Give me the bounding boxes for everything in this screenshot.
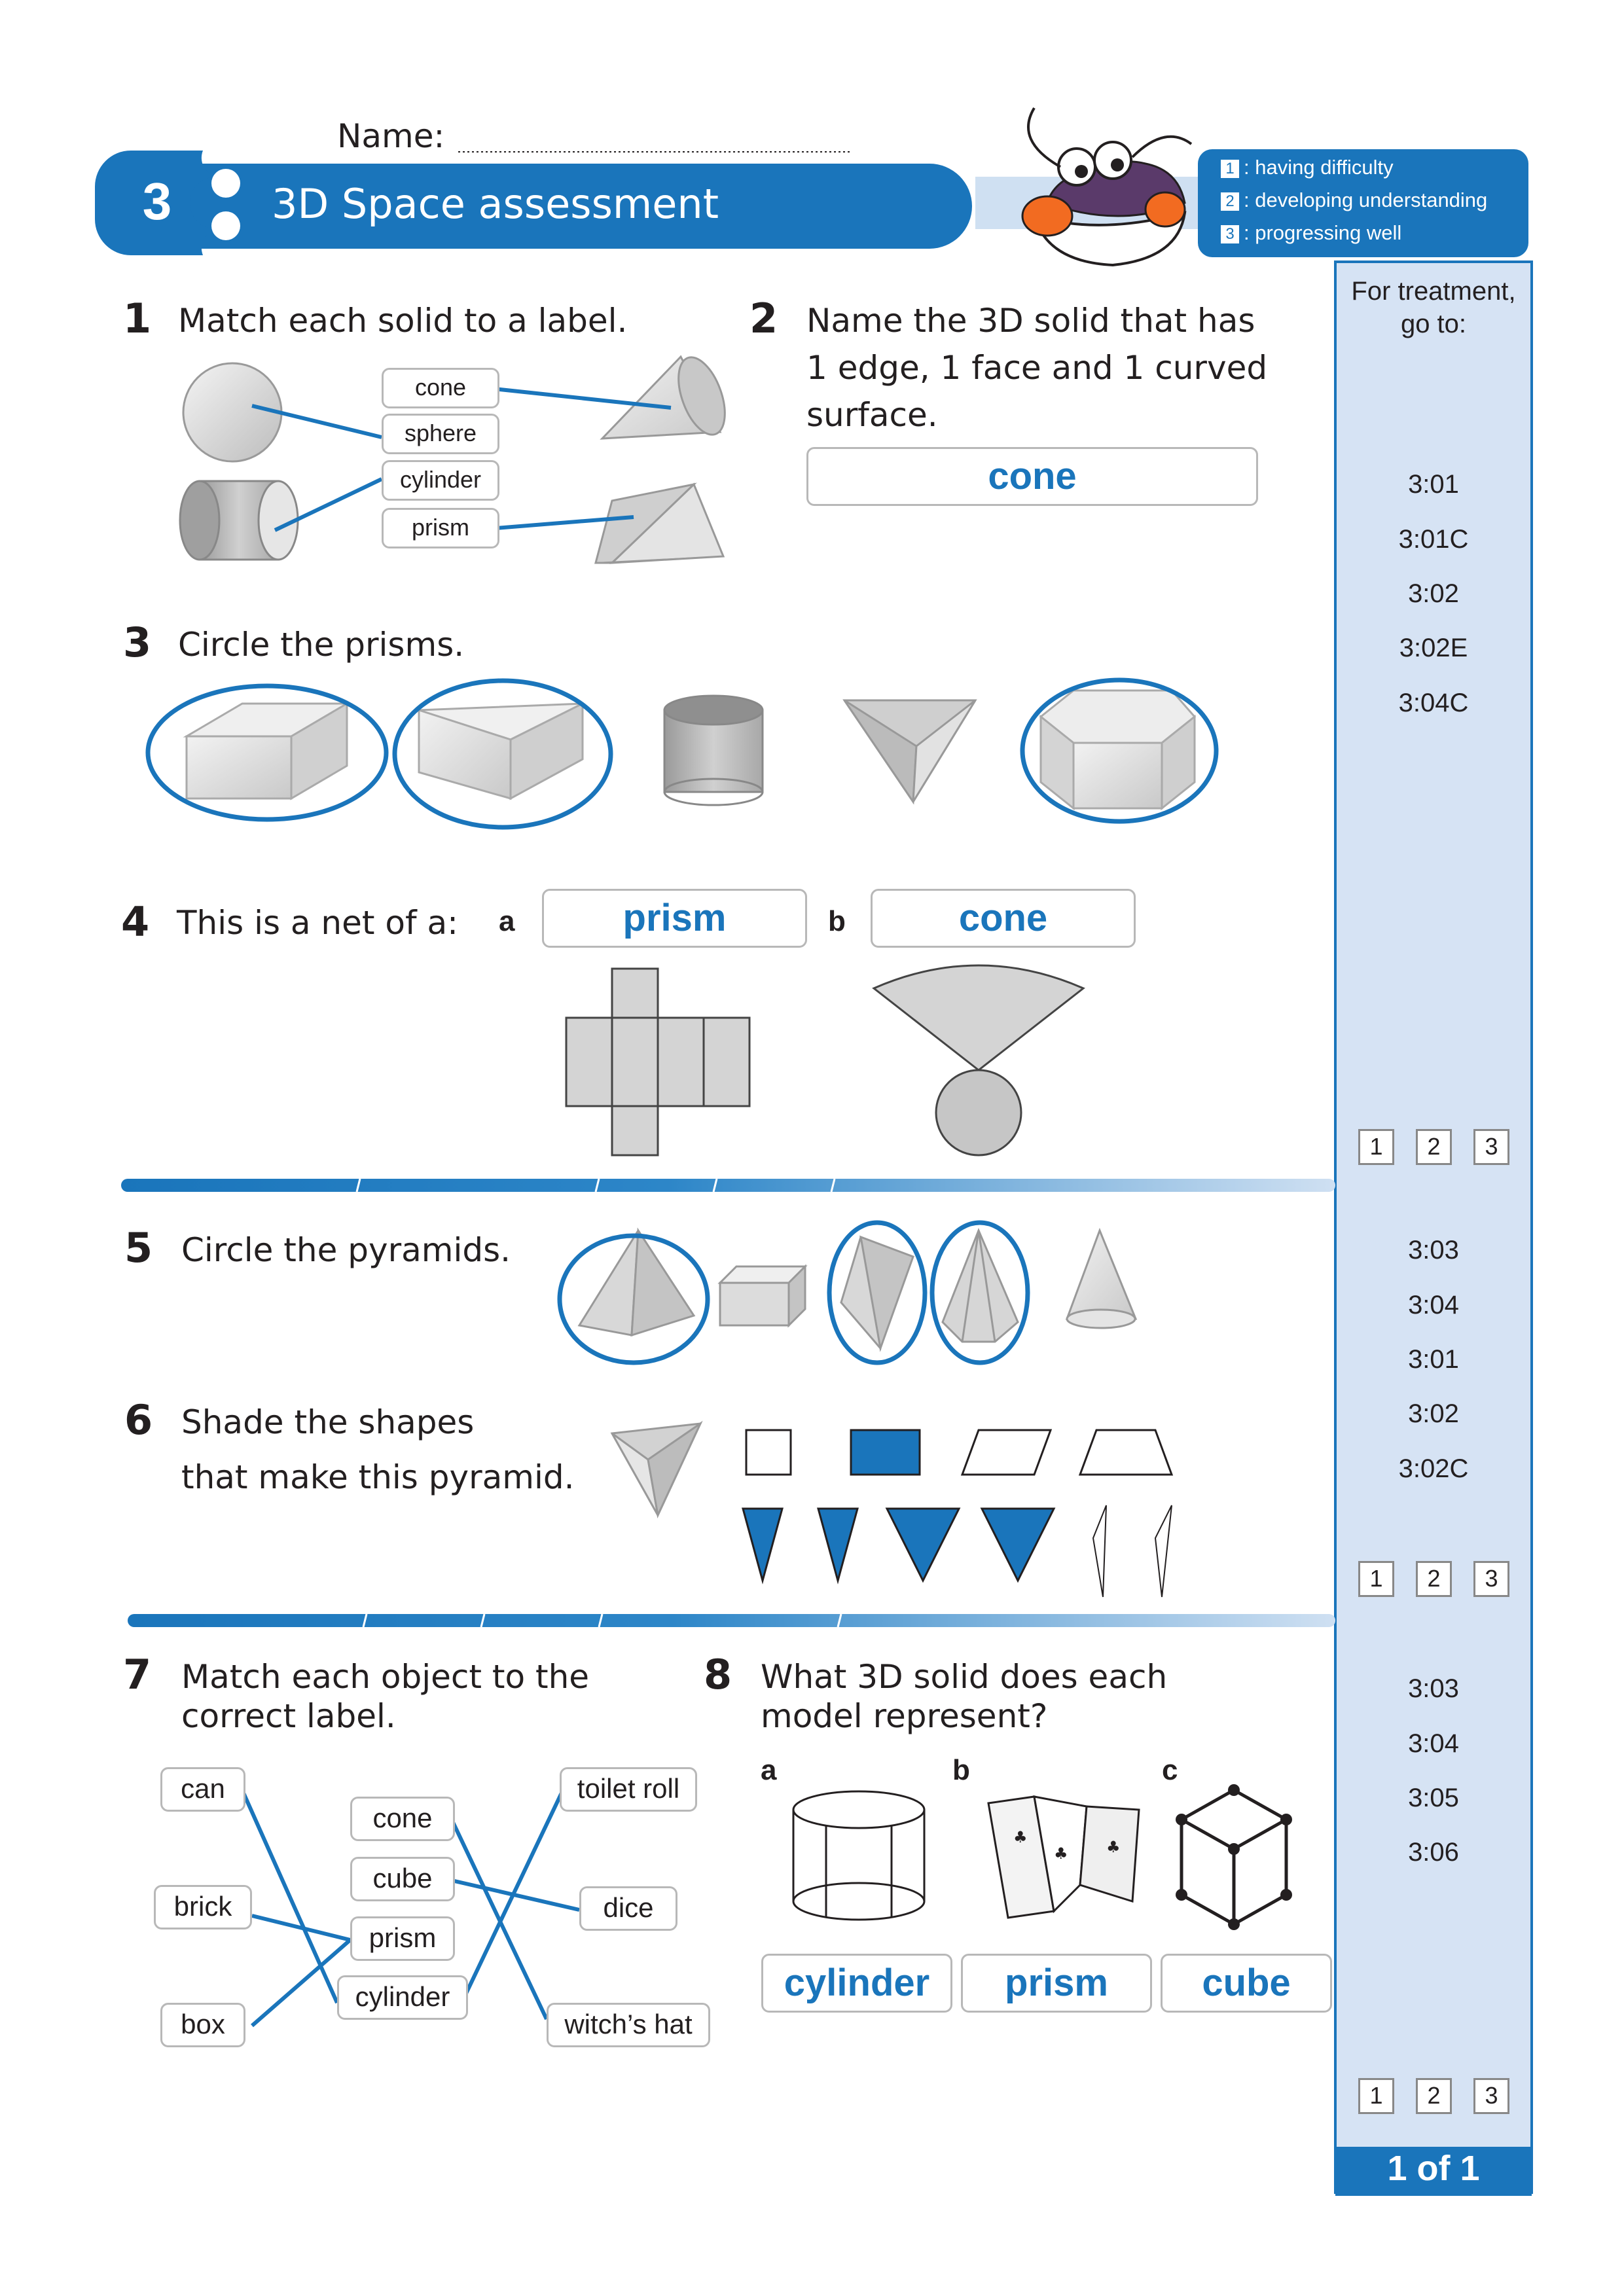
legend-num-2: 2 xyxy=(1225,192,1235,210)
q2-prompt-line3: surface. xyxy=(806,396,938,434)
rating-box[interactable]: 3 xyxy=(1473,2078,1509,2114)
svg-text:♣: ♣ xyxy=(1106,1838,1121,1856)
q6-number: 6 xyxy=(124,1396,153,1444)
rating-box[interactable]: 2 xyxy=(1416,1129,1452,1165)
q2-prompt-line1: Name the 3D solid that has xyxy=(806,302,1255,340)
legend-num-1: 1 xyxy=(1225,160,1235,177)
q4-part-a: a xyxy=(499,905,515,937)
treatment-ref[interactable]: 3:03 xyxy=(1408,1236,1459,1265)
q7-object-box: box xyxy=(160,2003,245,2047)
q7-prompt-line2: correct label. xyxy=(181,1697,396,1735)
q3-hexagonal-prism xyxy=(1041,691,1195,808)
q8-cube-model xyxy=(1176,1784,1292,1930)
treatment-ref[interactable]: 3:04 xyxy=(1408,1291,1459,1319)
name-field[interactable] xyxy=(458,118,851,154)
q2-answer-box[interactable]: cone xyxy=(806,447,1258,506)
q6-prompt-line1: Shade the shapes xyxy=(181,1403,475,1441)
page-title: 3D Space assessment xyxy=(272,180,719,228)
q2-number: 2 xyxy=(749,295,778,342)
q5-triangular-pyramid xyxy=(841,1237,913,1348)
q2-prompt-line2: 1 edge, 1 face and 1 curved xyxy=(806,349,1268,387)
q7-object-witchs-hat: witch’s hat xyxy=(547,2003,710,2047)
cone-shape xyxy=(602,351,734,440)
q8-part-c: c xyxy=(1162,1754,1178,1786)
q8-cylinder-model xyxy=(793,1791,924,1920)
q3-cylinder xyxy=(664,696,763,805)
q4-answer-a-box[interactable]: prism xyxy=(542,889,807,948)
q4-number: 4 xyxy=(121,898,150,946)
unit-number: 3 xyxy=(142,172,172,230)
q1-label-prism: prism xyxy=(382,508,499,548)
q6-square-unshaded xyxy=(746,1430,791,1475)
legend-text-2: : developing understanding xyxy=(1244,188,1488,211)
q8-prompt-line2: model represent? xyxy=(761,1697,1048,1735)
rating-box[interactable]: 2 xyxy=(1416,1561,1452,1597)
rating-box[interactable]: 2 xyxy=(1416,2078,1452,2114)
sidebar-heading: For treatment, go to: xyxy=(1351,277,1516,338)
q7-label-prism: prism xyxy=(350,1916,455,1961)
q3-cuboid xyxy=(187,704,347,798)
q7-number: 7 xyxy=(123,1651,152,1698)
q3-prompt: Circle the prisms. xyxy=(178,626,465,664)
q7-object-brick: brick xyxy=(154,1885,252,1929)
treatment-ref[interactable]: 3:02 xyxy=(1408,579,1459,608)
q3-number: 3 xyxy=(123,619,152,666)
rating-box[interactable]: 3 xyxy=(1473,1129,1509,1165)
legend-text-3: : progressing well xyxy=(1244,221,1402,244)
q6-trapezium xyxy=(1080,1430,1172,1475)
q5-cuboid xyxy=(720,1266,805,1325)
tab-notch-top xyxy=(211,169,240,198)
sphere-shape xyxy=(183,363,281,461)
q8-prompt-line1: What 3D solid does each xyxy=(761,1658,1168,1696)
prism-net xyxy=(566,969,749,1155)
q8-number: 8 xyxy=(704,1651,732,1698)
divider-2 xyxy=(128,1614,1335,1627)
q6-triangles-shaded xyxy=(743,1509,1054,1581)
q8-part-b: b xyxy=(952,1754,970,1786)
q4-prompt: This is a net of a: xyxy=(177,904,458,942)
svg-text:♣: ♣ xyxy=(1054,1844,1068,1863)
q6-slim-triangles xyxy=(1093,1505,1172,1597)
q7-label-cone: cone xyxy=(350,1797,455,1841)
treatment-ref[interactable]: 3:05 xyxy=(1408,1784,1459,1812)
q7-object-can: can xyxy=(160,1767,245,1812)
legend-num-3: 3 xyxy=(1225,225,1235,243)
treatment-ref[interactable]: 3:04 xyxy=(1408,1729,1459,1758)
name-label: Name: xyxy=(337,117,445,155)
q6-triangular-pyramid xyxy=(612,1424,700,1515)
q5-cone xyxy=(1067,1230,1136,1328)
q3-triangular-prism xyxy=(419,704,583,798)
q8-part-a: a xyxy=(761,1754,777,1786)
treatment-ref[interactable]: 3:02 xyxy=(1408,1399,1459,1428)
treatment-ref[interactable]: 3:01C xyxy=(1398,525,1469,554)
q7-label-cylinder: cylinder xyxy=(337,1975,468,2020)
treatment-ref[interactable]: 3:03 xyxy=(1408,1674,1459,1703)
treatment-ref[interactable]: 3:04C xyxy=(1398,689,1469,717)
rating-box[interactable]: 3 xyxy=(1473,1561,1509,1597)
divider-1 xyxy=(121,1179,1335,1192)
q1-label-sphere: sphere xyxy=(382,414,499,454)
q7-object-dice: dice xyxy=(579,1886,677,1931)
q1-label-cylinder: cylinder xyxy=(382,460,499,501)
rating-box[interactable]: 1 xyxy=(1358,1129,1394,1165)
q1-number: 1 xyxy=(123,295,152,342)
q1-label-cone: cone xyxy=(382,368,499,408)
q6-parallelogram xyxy=(962,1430,1051,1475)
q5-hexagonal-pyramid xyxy=(943,1230,1018,1342)
treatment-ref[interactable]: 3:02E xyxy=(1399,634,1468,662)
q8-answer-a-box[interactable]: cylinder xyxy=(761,1954,952,2013)
treatment-ref[interactable]: 3:06 xyxy=(1408,1838,1459,1867)
q1-prompt: Match each solid to a label. xyxy=(178,302,628,340)
rating-box[interactable]: 1 xyxy=(1358,1561,1394,1597)
q6-prompt-line2: that make this pyramid. xyxy=(181,1458,575,1496)
q7-prompt-line1: Match each object to the xyxy=(181,1658,590,1696)
q8-answer-b-box[interactable]: prism xyxy=(961,1954,1152,2013)
treatment-ref[interactable]: 3:01 xyxy=(1408,470,1459,499)
svg-text:♣: ♣ xyxy=(1013,1828,1028,1846)
q7-label-cube: cube xyxy=(350,1857,455,1901)
q4-part-b: b xyxy=(828,905,846,937)
q8-answer-c-box[interactable]: cube xyxy=(1161,1954,1332,2013)
q5-number: 5 xyxy=(124,1224,153,1272)
q4-answer-b-box[interactable]: cone xyxy=(871,889,1136,948)
q3-tetrahedron xyxy=(844,700,975,802)
q7-object-toilet-roll: toilet roll xyxy=(560,1767,697,1812)
prism-shape xyxy=(596,484,723,563)
treatment-ref[interactable]: 3:01 xyxy=(1408,1345,1459,1374)
tab-notch-bottom xyxy=(211,211,240,240)
cylinder-shape xyxy=(180,481,298,560)
rating-box[interactable]: 1 xyxy=(1358,2078,1394,2114)
q5-prompt: Circle the pyramids. xyxy=(181,1231,511,1269)
q6-rectangle-shaded xyxy=(851,1430,920,1475)
q8-card-prism-model xyxy=(988,1797,1139,1918)
page-footer: 1 of 1 xyxy=(1387,2149,1480,2188)
legend-text-1: : having difficulty xyxy=(1244,156,1394,179)
cone-net xyxy=(874,965,1083,1155)
treatment-ref[interactable]: 3:02C xyxy=(1398,1454,1469,1483)
